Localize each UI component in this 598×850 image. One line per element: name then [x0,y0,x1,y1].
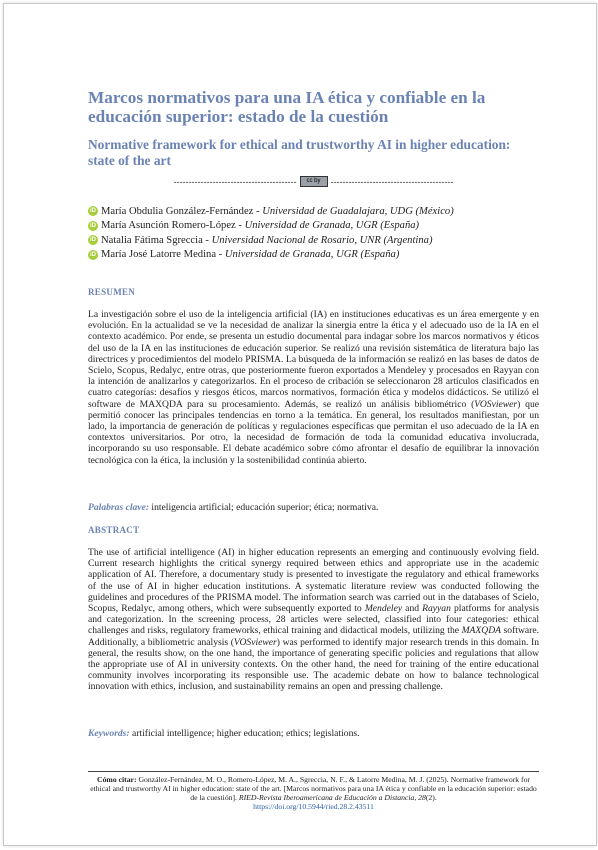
orcid-icon[interactable]: iD [90,208,96,215]
creative-commons-by-icon[interactable]: cc by [300,176,328,187]
title-spanish: Marcos normativos para una IA ética y confiable en la educación superior: estado de la cuestión [88,88,486,126]
author-item [88,219,539,234]
divider-right-dashes: ----------------------------------------- [330,176,454,187]
author-name: Natalia Fátima Sgreccia [101,234,203,246]
author-affiliation: Universidad de Guadalajara, UDG (México) [262,205,454,217]
abstract-paragraph [88,547,539,693]
orcid-icon[interactable]: iD [90,222,96,229]
citation-label: Cómo citar: [97,775,137,784]
abstract-software-name: Mendeley [364,603,403,615]
abstract-software-name: Rayyan [422,603,451,615]
citation-block [88,775,539,811]
citation-doi-link[interactable]: https://doi.org/10.5944/ried.28.2.43511 [253,802,374,812]
abstract-text-part: ) was performed to identify major research trends in this domain. In general, the results show, on the one hand, the importance of generating specific policies and regulations that allow the appropriate use of AI in university contexts. On the other hand, the need for training of the entire educational community involves incorporating its responsible use. The academic debate on how to balance technological innovation with ethics, inclusion, and sustainability remains an open and pressing challenge. [88,636,539,693]
divider-left-dashes: ----------------------------------------- [173,176,297,187]
palabras-clave-label: Palabras clave: [88,502,150,513]
keywords [88,728,539,739]
author-affiliation: Universidad de Granada, UGR (España) [244,220,420,232]
author-item [88,204,539,219]
author-affiliation: Universidad Nacional de Rosario, UNR (Argentina) [211,234,433,246]
author-item [88,248,539,263]
resumen-text-part: ) que permitió conocer las principales tendencias en torno a la temática. En general, los resultados manifiestan, por un lado, la importancia de generación de políticas y regulaciones específicas que permitan el uso adecuado de la IA en contextos universitarios. Por otro, la necesidad de formación de toda la comunidad educativa involucrada, incorporando su uso responsable. El debate académico sobre cómo afrontar el desafío de equilibrar la innovación tecnológica con la ética, la inclusión y la sostenibilidad continúa abierto. [88,398,539,466]
author-separator: - [202,234,212,246]
abstract-text-part: The use of artificial intelligence (AI) in higher education represents an emerging and continuously evolving field. Current research highlights the critical synergy required between ethics and appropriate use in the academic application of AI. Therefore, a documentary study is presented to investigate the regulatory and ethical frameworks of the use of AI in higher education institutions. A systematic literature review was conducted following the guidelines and procedures of the PRISMA model. The information search was carried out in the databases of Scielo, Scopus, Redalyc, among others, which were subsequently exported to [88,547,539,615]
author-name: María José Latorre Medina [101,249,217,261]
orcid-icon[interactable]: iD [90,237,96,244]
orcid-icon[interactable]: iD [90,251,96,258]
palabras-clave [88,502,539,513]
author-separator: - [253,205,263,217]
author-list [88,204,539,262]
abstract-text-part: platforms for analysis and categorization. In the screening process, 28 articles were selected, classified into four categories: ethical challenges and risks, regulatory frameworks, ethical training and didactical models, utilizing the [88,603,540,637]
abstract-software-name: VOSviewer [233,636,277,648]
abstract-heading: ABSTRACT [88,525,140,535]
citation-rule [88,771,539,772]
document-page [3,3,597,846]
resumen-text-part: La investigación sobre el uso de la inteligencia artificial (IA) en instituciones educativas es un área emergente y en evolución. En la actualidad se ve la necesidad de analizar la sinergia entre la ética y el adecuado uso de la IA en el contexto académico. Por ende, se presenta un estudio documental para indagar sobre los marcos normativos y éticos del uso de la IA en las instituciones de educación superior. Se realizó una revisión sistemática de literatura bajo las directrices y procedimientos del modelo PRISMA. La búsqueda de la información se realizó en las bases de datos de Scielo, Scopus, Redalyc, entre otras, que posteriormente fueron exportados a Mendeley y procesados en Rayyan con la intención de analizarlos y categorizarlos. En el proceso de cribación se seleccionaron 28 artículos clasificados en cuatro categorías: desafíos y riesgos éticos, marcos normativos, formación ética y modelos didácticos. Se utilizó el software de MAXQDA para su procesamiento. Además, se realizó un análisis bibliométrico ( [88,309,539,410]
abstract-text-part: and [402,603,423,615]
author-name: María Obdulia González-Fernández [101,205,254,217]
author-name: María Asunción Romero-López [101,220,236,232]
citation-text: González-Fernández, M. O., Romero-López, M. A., Sgreccia, N. F., & Latorre Medina, M. J. (2025). Normative framework for ethical and trustworthy AI in higher education: state of the art. [Marcos normativos para una IA ética y confiable en la educación superior: estado de la cuestión]. [90,775,537,803]
title-divider [117,176,510,187]
abstract-software-name: MAXQDA [461,625,501,637]
palabras-clave-text: inteligencia artificial; educación superior; ética; normativa. [151,502,379,513]
keywords-text: artificial intelligence; higher education; ethics; legislations. [131,728,360,739]
resumen-heading: RESUMEN [88,287,136,297]
abstract-text-part: software. Additionally, a bibliometric analysis ( [88,625,539,648]
author-separator: - [216,249,225,261]
citation-issue: (2). [425,793,437,803]
author-item [88,233,539,248]
resumen-paragraph [88,309,539,466]
citation-journal: RIED-Revista Iberoamericana de Educación a Distancia, 28 [238,793,426,803]
title-english: Normative framework for ethical and trustworthy AI in higher education: state of the art [88,137,511,168]
resumen-software-name: VOSviewer [474,398,518,410]
author-separator: - [235,220,245,232]
keywords-label: Keywords: [88,728,130,739]
author-affiliation: Universidad de Granada, UGR (España) [224,249,400,261]
